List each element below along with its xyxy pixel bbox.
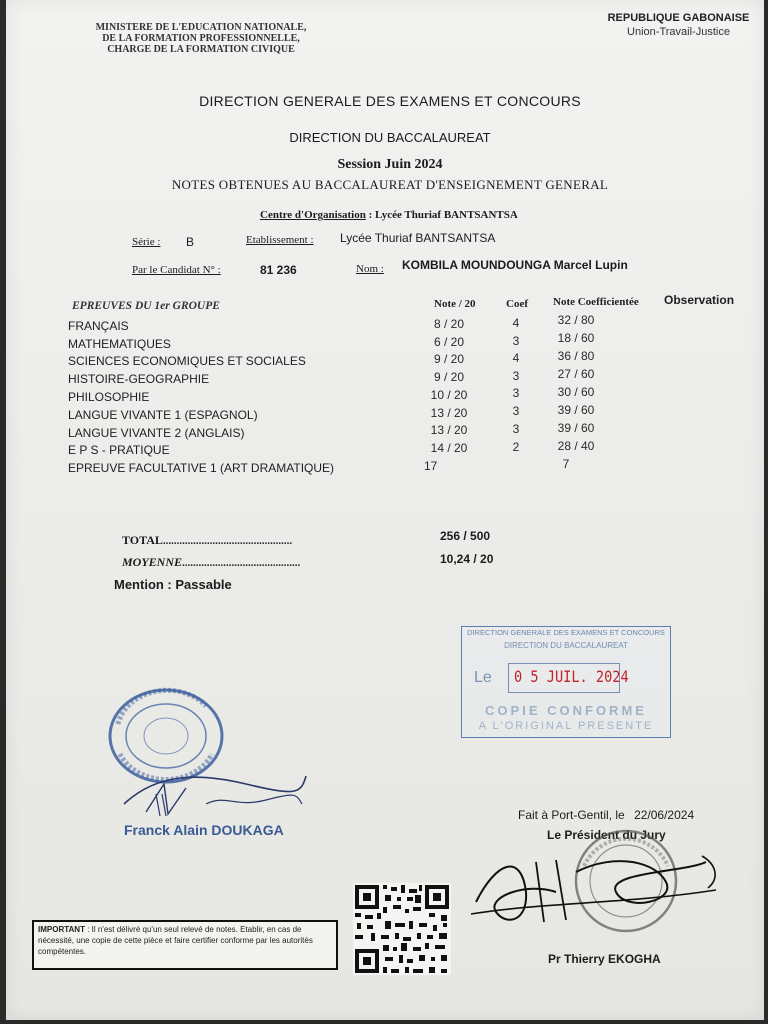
candidate-number-label: Par le Candidat N° : [132,264,221,276]
subject-name: SCIENCES ECONOMIQUES ET SOCIALES [68,354,306,368]
subject-coef: 4 [512,351,520,365]
col-weighted-header: Note Coefficientée [553,296,639,308]
subject-weighted: 28 / 40 [557,439,595,453]
subject-weighted: 27 / 60 [557,367,595,381]
subject-note: 8 / 20 [433,317,465,331]
direction-bac-title: DIRECTION DU BACCALAUREAT [289,130,491,145]
moyenne-dots: ........................................... [182,557,301,569]
copie-conforme-stamp [461,626,671,738]
centre-row [260,209,518,221]
moyenne-row [122,555,300,570]
subject-coef: 3 [512,369,520,383]
important-notice [32,920,338,970]
subject-note: 6 / 20 [433,335,465,349]
candidate-number-value: 81 236 [260,263,297,277]
total-label: TOTAL [122,533,163,547]
subject-coef: 3 [512,334,520,348]
session-title: Session Juin 2024 [337,157,443,172]
subject-weighted: 36 / 80 [557,349,595,363]
subject-note: 9 / 20 [433,352,465,366]
subject-weighted: 30 / 60 [557,385,595,399]
subject-name: MATHEMATIQUES [68,337,171,351]
ministry-line: CHARGE DE LA FORMATION CIVIQUE [107,44,295,55]
subject-coef: 3 [512,422,520,436]
serie-value: B [186,235,195,249]
serie-label: Série : [132,236,161,248]
ministry-line: DE LA FORMATION PROFESSIONNELLE, [102,33,300,44]
centre-value: : Lycée Thuriaf BANTSANTSA [368,209,518,221]
total-dots: ............................................... [162,535,293,547]
col-note-header: Note / 20 [434,298,476,310]
place-date [518,808,694,822]
document-page [6,0,764,1020]
place-date-label: Fait à Port-Gentil, le [518,808,625,822]
president-signature-icon [466,842,726,942]
president-name: Pr Thierry EKOGHA [548,952,661,966]
notice-text: : Il n'est délivré qu'un seul relevé de notes. Etablir, en cas de nécessité, une copie de cette pièce et faire certifier conforme par les autorités compétentes. [38,925,313,956]
subject-coef: 2 [512,440,520,454]
candidate-name-label: Nom : [356,263,384,275]
notice-important-label: IMPORTANT [38,925,85,934]
col-coef-header: Coef [506,298,528,310]
stamp-le: Le [474,669,492,686]
stamp-line1: DIRECTION GENERALE DES EXAMENS ET CONCOURS [467,628,665,637]
group-label: EPREUVES DU 1er GROUPE [72,300,220,312]
subject-coef: 3 [512,404,520,418]
subject-name: LANGUE VIVANTE 2 (ANGLAIS) [68,426,245,440]
subject-coef: 4 [512,316,520,330]
subject-name: FRANÇAIS [68,319,129,333]
col-observation-header: Observation [664,293,735,307]
qr-code-icon [353,883,451,975]
place-date-value: 22/06/2024 [634,808,695,822]
subject-name: E P S - PRATIQUE [68,443,170,457]
president-title: Le Président du Jury [547,828,666,842]
subject-coef: 3 [512,386,520,400]
subject-note: 9 / 20 [433,370,465,384]
subject-name: LANGUE VIVANTE 1 (ESPAGNOL) [68,408,258,422]
document-title: NOTES OBTENUES AU BACCALAUREAT D'ENSEIGNEMENT GENERAL [171,177,609,192]
subject-weighted: 7 [562,457,570,471]
moyenne-value: 10,24 / 20 [440,552,494,566]
subject-note: 13 / 20 [430,423,468,437]
total-row [122,533,292,548]
subject-note: 10 / 20 [430,388,468,402]
subject-note: 14 / 20 [430,441,468,455]
direction-generale-title: DIRECTION GENERALE DES EXAMENS ET CONCOURS [199,93,581,109]
ministry-line: MINISTERE DE L'EDUCATION NATIONALE, [95,22,307,33]
subject-name: HISTOIRE-GEOGRAPHIE [68,372,210,386]
stamp-copie-line1: COPIE CONFORME [485,703,647,718]
ministry-header [66,22,336,55]
stamp-line2: DIRECTION DU BACCALAUREAT [504,641,628,650]
candidate-name-value: KOMBILA MOUNDOUNGA Marcel Lupin [402,258,628,272]
subject-weighted: 39 / 60 [557,421,595,435]
total-value: 256 / 500 [440,529,491,543]
subject-weighted: 32 / 80 [557,313,595,327]
subject-note: 17 [424,459,438,473]
subject-weighted: 18 / 60 [557,331,595,345]
etablissement-value: Lycée Thuriaf BANTSANTSA [340,231,496,245]
subject-name: EPREUVE FACULTATIVE 1 (ART DRAMATIQUE) [68,461,335,475]
republic-motto: Union-Travail-Justice [627,26,730,38]
republic-title: REPUBLIQUE GABONAISE [607,12,750,24]
etablissement-label: Etablissement : [246,234,314,246]
left-signature-icon [116,764,316,824]
subject-weighted: 39 / 60 [557,403,595,417]
centre-label: Centre d'Organisation [260,209,366,221]
subject-name: PHILOSOPHIE [68,390,150,404]
mention: Mention : Passable [114,577,232,592]
moyenne-label: MOYENNE [122,555,183,569]
stamp-date: 0 5 JUIL. 2024 [514,667,629,686]
subject-note: 13 / 20 [430,406,468,420]
stamp-copie-line2: A L'ORIGINAL PRESENTE [478,720,654,732]
left-signatory-name: Franck Alain DOUKAGA [124,822,284,838]
